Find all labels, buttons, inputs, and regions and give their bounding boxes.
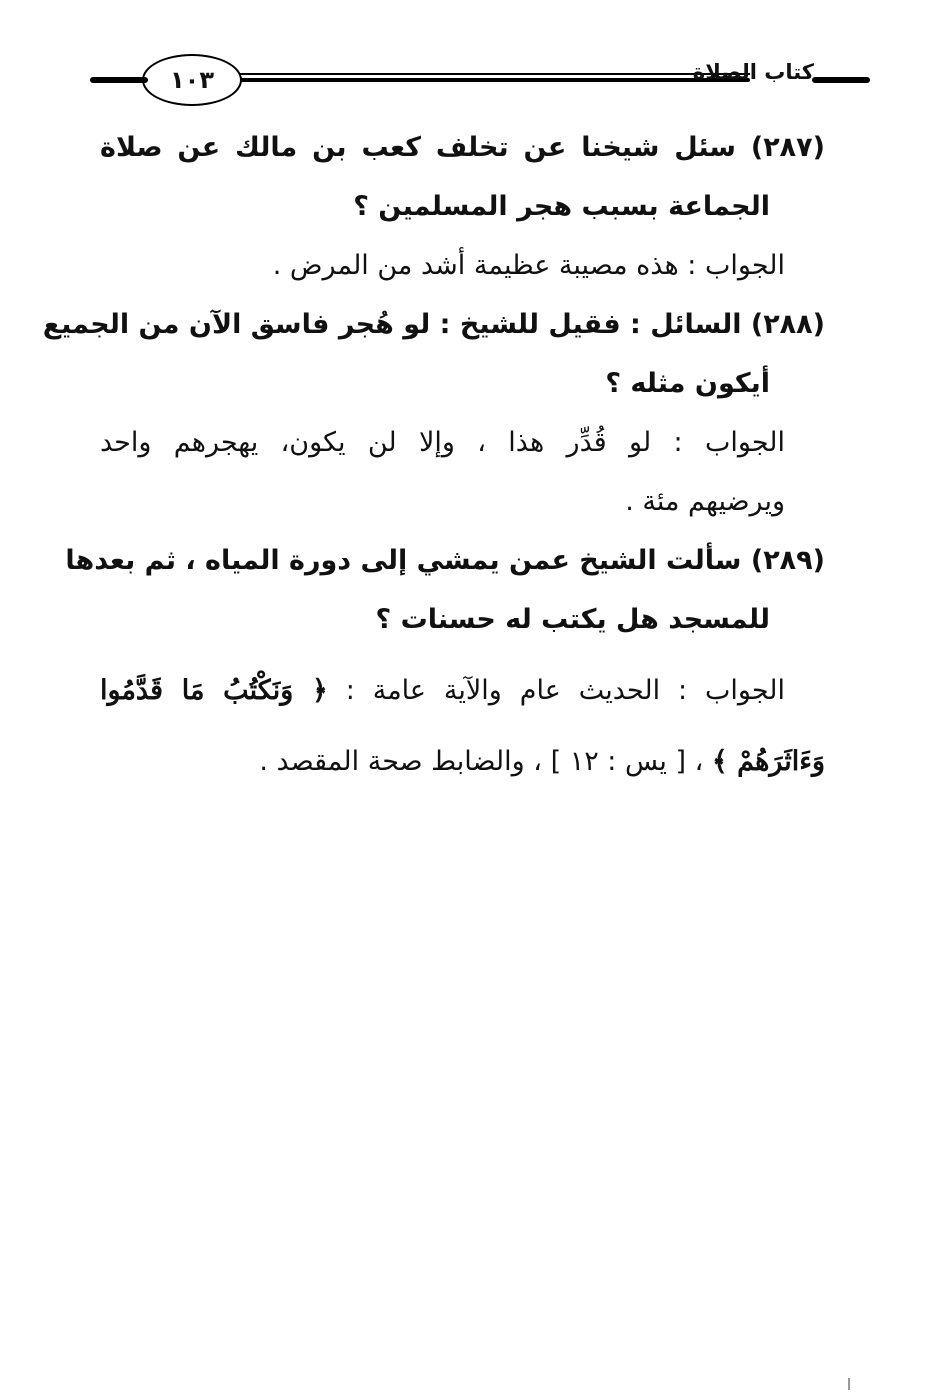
- scan-mark: [848, 1378, 850, 1390]
- answer-289-citation: ، [ يس : ١٢ ] ، والضابط صحة المقصد .: [259, 746, 704, 777]
- answer-287-text: الجواب : هذه مصيبة عظيمة أشد من المرض .: [272, 250, 785, 281]
- header-rule-thin: [240, 73, 750, 75]
- question-289-line-2: للمسجد هل يكتب له حسنات ؟: [375, 604, 770, 635]
- answer-289-label: الجواب : الحديث عام والآية عامة :: [345, 675, 786, 706]
- question-289-line-1: (٢٨٩) سألت الشيخ عمن يمشي إلى دورة المياه ، ثم بعدها: [65, 545, 825, 576]
- quran-verse-part-2: وَءَاثَرَهُمْ ﴾: [711, 746, 825, 777]
- question-287-line-1: (٢٨٧) سئل شيخنا عن تخلف كعب بن مالك عن صلاة: [100, 132, 825, 163]
- answer-287: [100, 236, 825, 295]
- question-288-line-2: أيكون مثله ؟: [605, 368, 770, 399]
- answer-288-line-2: ويرضيهم مئة .: [625, 486, 785, 517]
- header-rule-middle: [240, 78, 750, 82]
- quran-verse-part-1: ﴿ وَنَكْتُبُ مَا قَدَّمُوا: [100, 675, 328, 706]
- page-header: [90, 52, 870, 110]
- answer-288-line-1: الجواب : لو قُدِّر هذا ، وإلا لن يكون، يهجرهم واحد: [100, 427, 785, 458]
- question-287-line-2: الجماعة بسبب هجر المسلمين ؟: [353, 191, 770, 222]
- page-number: ١٠٣: [142, 54, 242, 106]
- header-rule-right: [812, 77, 870, 83]
- question-288-line-1: (٢٨٨) السائل : فقيل للشيخ : لو هُجر فاسق الآن من الجميع: [42, 309, 825, 340]
- book-title: كتاب الصلاة: [692, 60, 814, 84]
- header-rule-left: [90, 77, 148, 83]
- answer-289-line-1: [100, 661, 825, 720]
- answer-289-line-2: [100, 732, 825, 791]
- page-body: [42, 118, 825, 791]
